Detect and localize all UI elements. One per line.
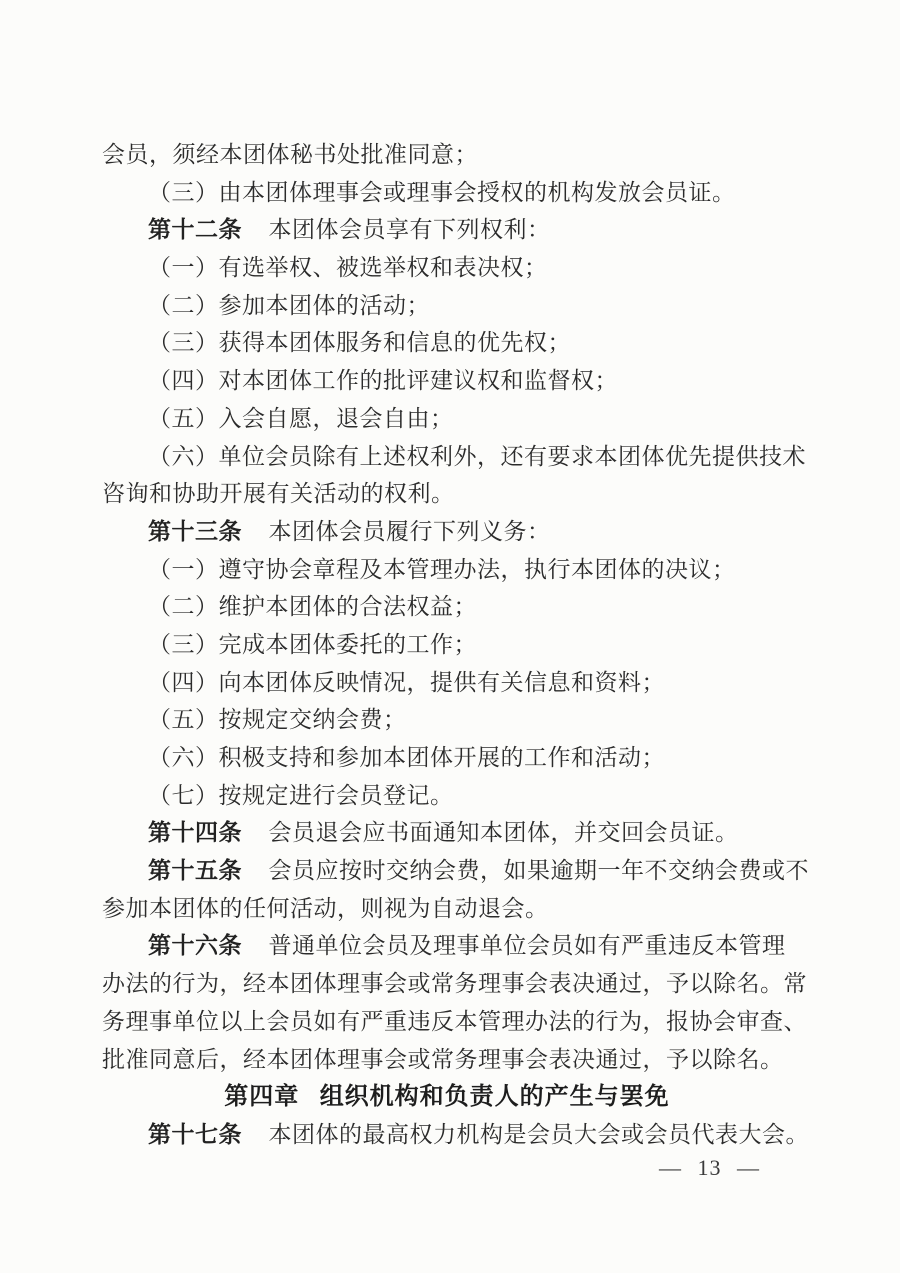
line-text: 务理事单位以上会员如有严重违反本管理办法的行为，报协会审查、 (102, 1008, 807, 1034)
text-line (102, 551, 792, 589)
text-line (102, 1003, 807, 1041)
text-line (102, 852, 809, 890)
text-line (102, 701, 792, 739)
text-line (102, 249, 792, 287)
text-line (102, 1116, 809, 1154)
text-line (102, 174, 792, 212)
text-line (102, 287, 792, 325)
article-number: 第十五条 (148, 858, 242, 884)
line-text: 会员应按时交纳会费，如果逾期一年不交纳会费或不 (268, 858, 809, 884)
article-number: 第十六条 (148, 933, 242, 959)
line-text: （一）遵守协会章程及本管理办法，执行本团体的决议； (148, 556, 736, 582)
line-text: （六）积极支持和参加本团体开展的工作和活动； (148, 745, 665, 770)
line-text: （七）按规定进行会员登记。 (148, 782, 454, 808)
line-text: 本团体会员享有下列权利： (268, 217, 551, 243)
article-number: 第十二条 (148, 217, 242, 243)
text-line (102, 739, 792, 777)
line-text: （三）完成本团体委托的工作； (148, 631, 477, 657)
line-text: （五）入会自愿，退会自由； (148, 405, 454, 431)
text-line (102, 324, 792, 362)
line-text: （四）对本团体工作的批评建议权和监督权； (148, 368, 618, 394)
line-text: 咨询和协助开展有关活动的权利。 (102, 481, 455, 507)
line-text: （六）单位会员除有上述权利外，还有要求本团体优先提供技术 (148, 443, 806, 469)
article-number: 第十四条 (148, 820, 242, 846)
document-body (102, 136, 809, 1154)
line-text: （三）获得本团体服务和信息的优先权； (148, 330, 571, 356)
text-line (102, 588, 792, 626)
chapter-title: 组织机构和负责人的产生与罢免 (319, 1083, 670, 1111)
text-line (102, 362, 792, 400)
line-text: （四）向本团体反映情况，提供有关信息和资料； (148, 669, 665, 695)
line-text: 参加本团体的任何活动，则视为自动退会。 (102, 895, 549, 921)
line-text: （五）按规定交纳会费； (148, 707, 407, 733)
line-text: 办法的行为，经本团体理事会或常务理事会表决通过，予以除名。常 (102, 971, 807, 997)
text-line (102, 136, 792, 174)
text-line (102, 814, 792, 852)
line-text: 本团体的最高权力机构是会员大会或会员代表大会。 (268, 1121, 809, 1147)
line-text: （三）由本团体理事会或理事会授权的机构发放会员证。 (148, 179, 736, 205)
line-text: 批准同意后，经本团体理事会或常务理事会表决通过，予以除名。 (102, 1046, 784, 1072)
article-number: 第十七条 (148, 1121, 242, 1147)
text-line (102, 890, 792, 928)
line-text: 会员，须经本团体秘书处批准同意； (102, 142, 478, 167)
chapter-heading (102, 1078, 792, 1116)
text-line (102, 438, 806, 476)
text-line (102, 927, 792, 965)
line-text: （二）参加本团体的活动； (148, 292, 430, 318)
text-line (102, 475, 792, 513)
line-text: （二）维护本团体的合法权益； (148, 594, 477, 620)
text-line (102, 400, 792, 438)
text-line (102, 626, 792, 664)
article-number: 第十三条 (148, 518, 242, 544)
text-line (102, 513, 792, 551)
text-line (102, 965, 807, 1003)
line-text: （一）有选举权、被选举权和表决权； (148, 255, 548, 281)
page-number: — 13 — (659, 1155, 760, 1180)
text-line (102, 777, 792, 815)
line-text: 普通单位会员及理事单位会员如有严重违反本管理 (268, 933, 786, 959)
text-line (102, 211, 792, 249)
text-line (102, 1041, 792, 1079)
text-line (102, 664, 792, 702)
line-text: 会员退会应书面通知本团体，并交回会员证。 (268, 820, 739, 846)
line-text: 本团体会员履行下列义务： (268, 518, 551, 544)
chapter-number: 第四章 (224, 1083, 300, 1111)
